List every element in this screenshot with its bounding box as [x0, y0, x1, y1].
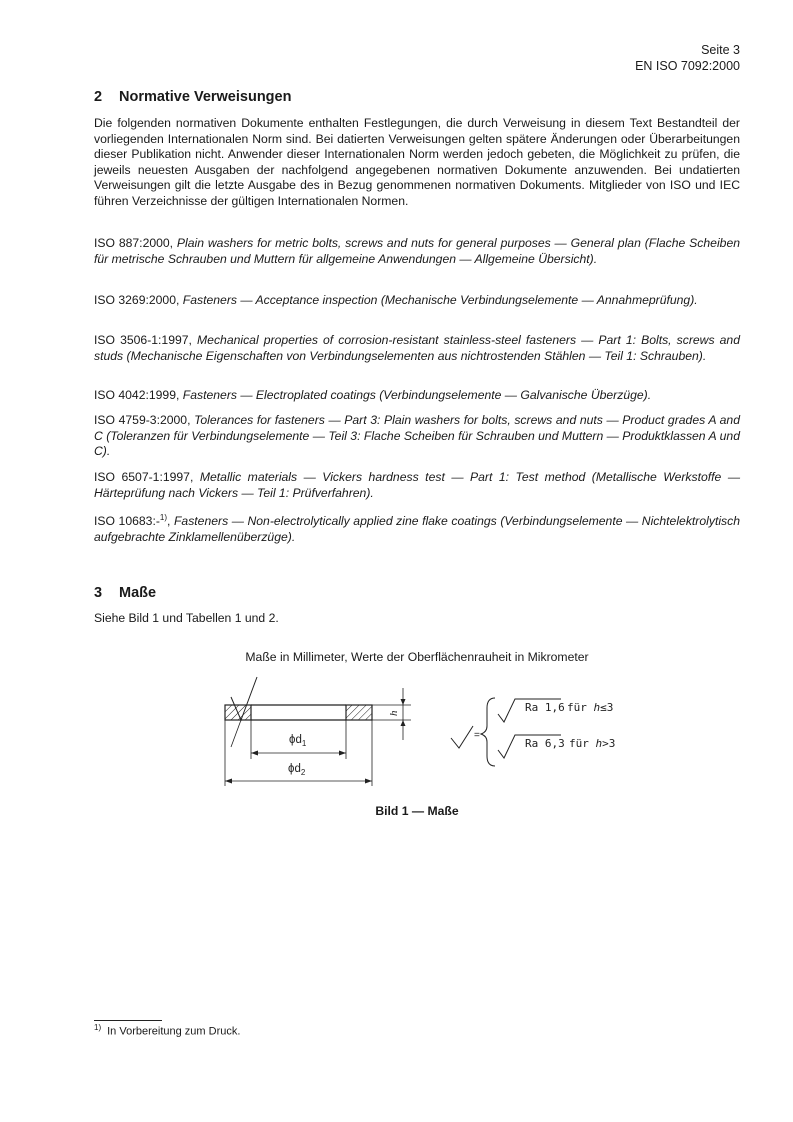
reference-iso-4042 [94, 388, 740, 404]
reference-iso-4759 [94, 413, 740, 460]
reference-iso-3506 [94, 333, 740, 364]
washer-section-right [346, 705, 372, 720]
reference-title: Plain washers for metric bolts, screws and nuts for general purposes — General plan (Flache Scheiben für metrische Schrauben und Muttern für allgemeine Anwendungen — Allgemeine Übersicht). [94, 236, 740, 266]
footnote-separator [94, 1020, 162, 1021]
equals-sign: = [474, 730, 480, 741]
footnote-marker: 1) [159, 513, 168, 522]
reference-iso-887 [94, 236, 740, 267]
reference-iso-6507 [94, 470, 740, 501]
section-2-number: 2 [94, 89, 103, 105]
footnote [94, 1023, 240, 1038]
roughness-cond-2: für h>3 [569, 737, 616, 750]
reference-iso-10683 [94, 510, 740, 545]
section-2-intro: Die folgenden normativen Dokumente enthalten Festlegungen, die durch Verweisung in diesem Text Bestandteil der vorliegenden Internationalen Norm sind. Bei datierten Verweisungen gelten spätere Änderungen oder Überarbeitungen dieser Publikation nicht. Anwender dieser Internationalen Norm werden jedoch gebeten, die Möglichkeit zu prüfen, die jeweils neuesten Ausgaben der nachfolgend angegebenen normativen Dokumente anzuwenden. Bei undatierten Verweisungen gilt die letzte Ausgabe des in Bezug genommenen normativen Dokuments. Mitglieder von ISO und IEC führen Verzeichnisse der gültigen Internationalen Normen. [94, 116, 740, 208]
footnote-text: In Vorbereitung zum Druck. [107, 1025, 241, 1038]
section-3-intro: Siehe Bild 1 und Tabellen 1 und 2. [94, 611, 279, 625]
reference-comma: , [167, 514, 171, 529]
figure-units-caption: Maße in Millimeter, Werte der Oberflächenrauheit in Mikrometer [245, 650, 589, 664]
reference-title: Fasteners — Non-electrolytically applied zine flake coatings (Verbindungselemente — Nichtelektrolytisch aufgebrachte Zinklamellenüberzüge). [94, 514, 741, 544]
footnote-mark: 1) [94, 1023, 102, 1032]
page-number: Seite 3 [701, 43, 740, 57]
reference-id: ISO 6507-1:1997, [94, 470, 194, 484]
reference-title: Fasteners — Electroplated coatings (Verbindungselemente — Galvanische Überzüge). [182, 388, 652, 402]
reference-title: Fasteners — Acceptance inspection (Mechanische Verbindungselemente — Annahmeprüfung). [182, 293, 698, 307]
roughness-cond-1: für h≤3 [567, 701, 614, 714]
section-3-heading [94, 585, 156, 601]
reference-iso-3269 [94, 293, 740, 309]
reference-id: ISO 3269:2000, [94, 293, 180, 307]
section-2-heading [94, 89, 291, 105]
reference-id: ISO 10683:- [94, 514, 160, 529]
reference-id: ISO 3506-1:1997, [94, 333, 192, 347]
section-3-title: Maße [119, 585, 157, 601]
document-id: EN ISO 7092:2000 [635, 59, 740, 73]
curly-brace [481, 698, 495, 766]
dimension-d1-label: $\phi d_1$ [289, 734, 307, 748]
dimension-h-label: h [388, 710, 400, 716]
roughness-ra63-label: Ra 6,3 [525, 737, 565, 750]
roughness-ra16-label: Ra 1,6 [525, 701, 565, 714]
roughness-symbol [451, 726, 473, 748]
section-3-number: 3 [94, 585, 103, 601]
reference-title: Tolerances for fasteners — Part 3: Plain washers for bolts, screws and nuts — Product grades A and C (Toleranzen für Verbindungselemente — Teil 3: Flache Scheiben für Schrauben und Muttern — Produktklassen A und C). [94, 413, 740, 459]
reference-id: ISO 887:2000, [94, 236, 174, 250]
reference-title: Metallic materials — Vickers hardness test — Part 1: Test method (Metallische Werkstoffe — Härteprüfung nach Vickers — Teil 1: Prüfverfahren). [94, 470, 741, 500]
washer-dimension-drawing [215, 672, 625, 794]
reference-id: ISO 4042:1999, [94, 388, 180, 402]
figure-caption: Bild 1 — Maße [375, 804, 459, 818]
reference-title: Mechanical properties of corrosion-resistant stainless-steel fasteners — Part 1: Bolts, screws and studs (Mechanische Eigenschaften von Verbindungselementen aus nichtrostenden Stählen — Teil 1: Schrauben). [94, 333, 740, 363]
section-2-title: Normative Verweisungen [119, 89, 292, 105]
dimension-d2-label: $\phi d_2$ [288, 763, 306, 777]
reference-id: ISO 4759-3:2000, [94, 413, 191, 427]
page-header [635, 42, 740, 74]
